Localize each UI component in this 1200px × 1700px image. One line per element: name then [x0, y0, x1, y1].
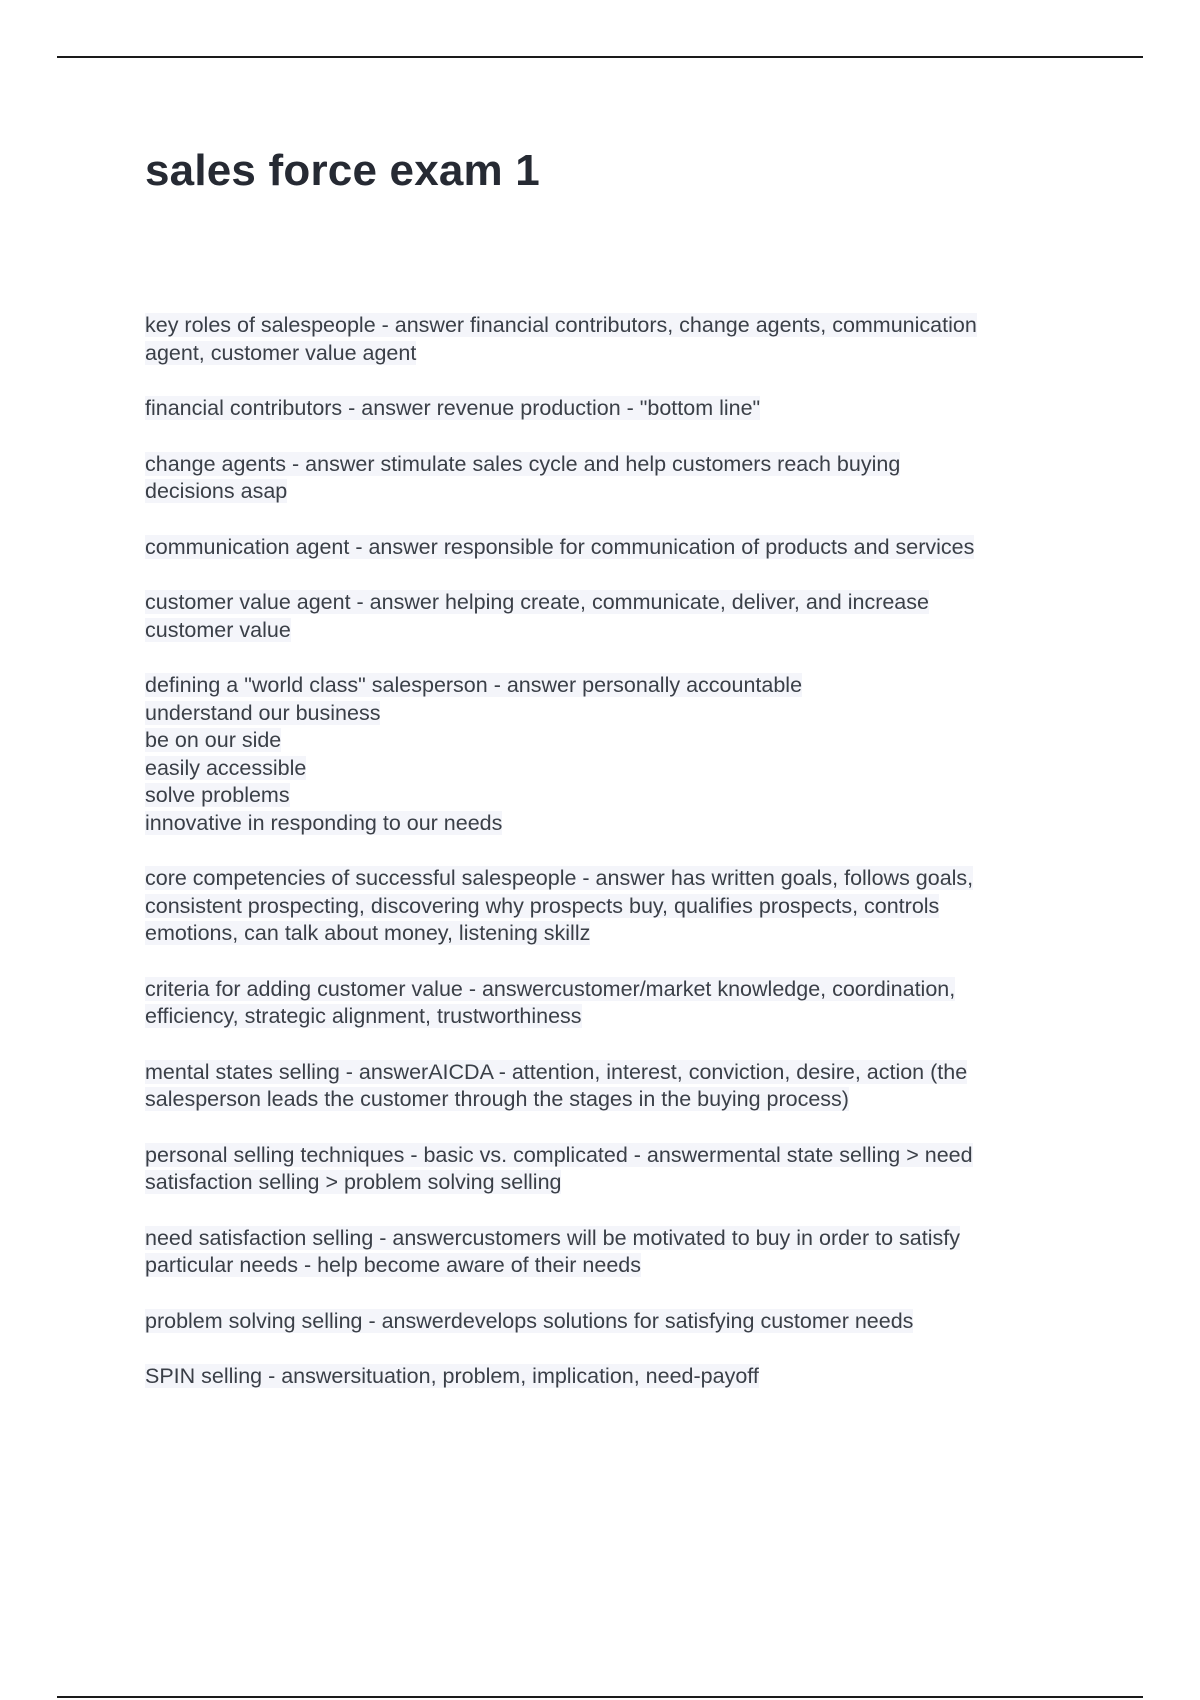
flashcard-line — [145, 617, 1090, 645]
flashcard-entry — [145, 672, 1090, 837]
flashcard-entry — [145, 451, 1090, 506]
flashcard-line-text: understand our business — [145, 700, 381, 725]
flashcard-line — [145, 1308, 1090, 1336]
flashcard-line-text: satisfaction selling > problem solving selling — [145, 1170, 562, 1194]
document-title: sales force exam 1 — [145, 146, 540, 195]
flashcard-line-text: key roles of salespeople - answer financial contributors, change agents, communication — [145, 313, 977, 337]
flashcard-line — [145, 727, 1090, 755]
flashcard-entry — [145, 976, 1090, 1031]
flashcard-line — [145, 589, 1090, 617]
flashcard-line-text: emotions, can talk about money, listening skillz — [145, 921, 591, 945]
flashcard-line-text: innovative in responding to our needs — [145, 810, 503, 835]
flashcard-line — [145, 976, 1090, 1004]
flashcard-line — [145, 1059, 1090, 1087]
flashcard-line-text: mental states selling - answerAICDA - attention, interest, conviction, desire, action (the — [145, 1059, 968, 1084]
flashcard-line — [145, 451, 1090, 479]
flashcard-line — [145, 920, 1090, 948]
flashcard-entry — [145, 1308, 1090, 1336]
flashcard-line — [145, 478, 1090, 506]
flashcard-line-text: efficiency, strategic alignment, trustworthiness — [145, 1004, 582, 1028]
flashcard-list — [145, 312, 1090, 1419]
flashcard-line-text: core competencies of successful salespeople - answer has written goals, follows goals, — [145, 866, 974, 890]
flashcard-entry — [145, 534, 1090, 562]
flashcard-entry — [145, 395, 1090, 423]
flashcard-line-text: customer value — [145, 617, 291, 642]
flashcard-line-text: SPIN selling - answersituation, problem, implication, need-payoff — [145, 1364, 759, 1388]
flashcard-line-text: salesperson leads the customer through the stages in the buying process) — [145, 1087, 849, 1111]
bottom-rule — [57, 1696, 1143, 1698]
flashcard-line-text: decisions asap — [145, 479, 288, 503]
flashcard-line-text: defining a "world class" salesperson - answer personally accountable — [145, 673, 803, 697]
flashcard-line — [145, 1225, 1090, 1253]
flashcard-line — [145, 755, 1090, 783]
flashcard-line — [145, 672, 1090, 700]
flashcard-entry — [145, 865, 1090, 948]
flashcard-line-text: easily accessible — [145, 755, 307, 780]
flashcard-line-text: change agents - answer stimulate sales cycle and help customers reach buying — [145, 451, 901, 476]
flashcard-line-text: consistent prospecting, discovering why prospects buy, qualifies prospects, controls — [145, 893, 940, 918]
flashcard-entry — [145, 312, 1090, 367]
flashcard-entry — [145, 1059, 1090, 1114]
flashcard-line-text: particular needs - help become aware of their needs — [145, 1253, 641, 1277]
flashcard-line — [145, 340, 1090, 368]
flashcard-line — [145, 1252, 1090, 1280]
flashcard-line — [145, 1086, 1090, 1114]
flashcard-entry — [145, 1363, 1090, 1391]
flashcard-entry — [145, 589, 1090, 644]
flashcard-line — [145, 893, 1090, 921]
flashcard-line-text: personal selling techniques - basic vs. complicated - answermental state selling > need — [145, 1142, 973, 1167]
flashcard-line — [145, 1363, 1090, 1391]
flashcard-line-text: criteria for adding customer value - answercustomer/market knowledge, coordination, — [145, 976, 956, 1001]
flashcard-line — [145, 1142, 1090, 1170]
top-rule — [57, 56, 1143, 58]
flashcard-entry — [145, 1225, 1090, 1280]
flashcard-line-text: communication agent - answer responsible for communication of products and services — [145, 534, 975, 559]
flashcard-line-text: solve problems — [145, 783, 290, 807]
flashcard-line — [145, 865, 1090, 893]
flashcard-line — [145, 395, 1090, 423]
flashcard-line — [145, 700, 1090, 728]
flashcard-line — [145, 1169, 1090, 1197]
flashcard-line-text: financial contributors - answer revenue production - "bottom line" — [145, 396, 761, 420]
flashcard-line — [145, 312, 1090, 340]
flashcard-line — [145, 782, 1090, 810]
flashcard-line — [145, 810, 1090, 838]
flashcard-line-text: problem solving selling - answerdevelops solutions for satisfying customer needs — [145, 1308, 914, 1333]
flashcard-line-text: be on our side — [145, 728, 282, 752]
flashcard-line — [145, 534, 1090, 562]
flashcard-line-text: customer value agent - answer helping create, communicate, deliver, and increase — [145, 590, 929, 614]
flashcard-entry — [145, 1142, 1090, 1197]
flashcard-line-text: need satisfaction selling - answercustomers will be motivated to buy in order to satisfy — [145, 1225, 960, 1250]
flashcard-line-text: agent, customer value agent — [145, 340, 417, 365]
flashcard-line — [145, 1003, 1090, 1031]
